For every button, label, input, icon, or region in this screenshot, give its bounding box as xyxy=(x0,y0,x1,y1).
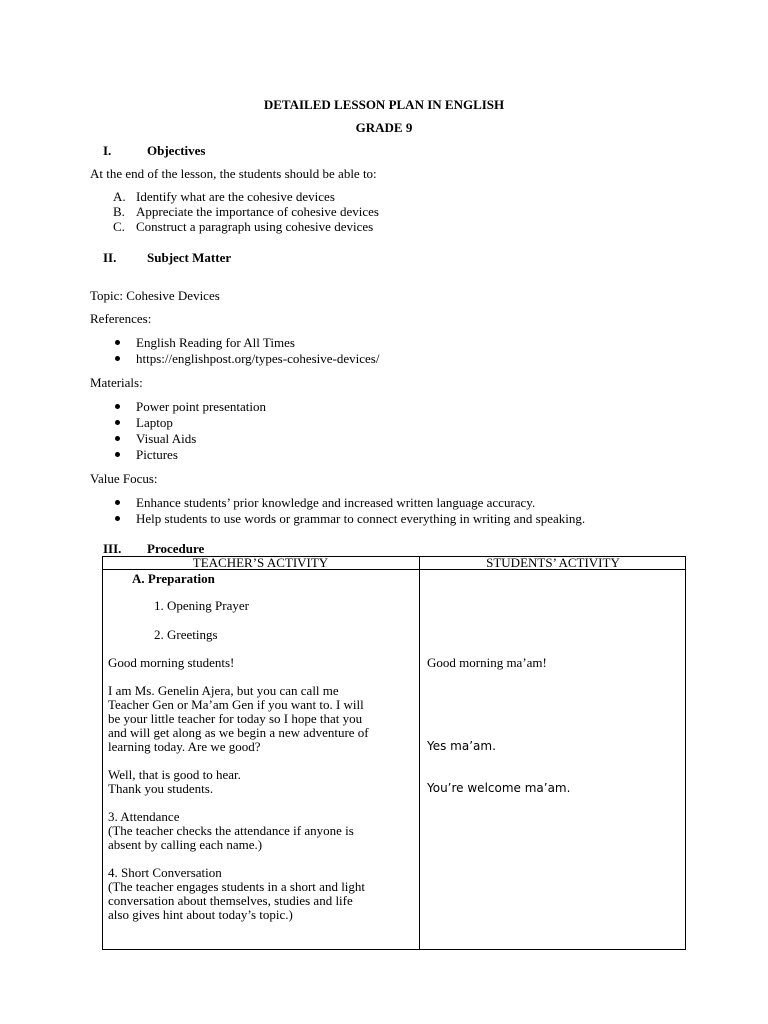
bullet-icon xyxy=(115,452,120,457)
reference-item: English Reading for All Times xyxy=(136,335,295,350)
reference-item: https://englishpost.org/types-cohesive-devices/ xyxy=(136,351,380,366)
bullet-icon xyxy=(115,340,120,345)
section-numeral-subject: II. xyxy=(103,250,117,265)
student-line: You’re welcome ma’am. xyxy=(427,781,571,795)
teacher-activity-header: TEACHER’S ACTIVITY xyxy=(192,555,329,570)
objective-item: Identify what are the cohesive devices xyxy=(136,189,335,204)
material-item: Power point presentation xyxy=(136,399,266,414)
section-numeral-objectives: I. xyxy=(103,143,112,158)
topic-line: Topic: Cohesive Devices xyxy=(90,288,220,303)
objective-letter: B. xyxy=(113,204,125,219)
teacher-line: Teacher Gen or Ma’am Gen if you want to. I will xyxy=(108,697,364,712)
teacher-line: and will get along as we begin a new adventure of xyxy=(108,725,369,740)
grade-label: GRADE 9 xyxy=(355,120,413,135)
material-item: Laptop xyxy=(136,415,173,430)
bullet-icon xyxy=(115,516,120,521)
table-column-divider xyxy=(419,556,420,950)
objective-letter: A. xyxy=(113,189,126,204)
teacher-line: be your little teacher for today so I hope that you xyxy=(108,711,363,726)
bullet-icon xyxy=(115,420,120,425)
student-line: Yes ma’am. xyxy=(427,739,496,753)
teacher-line: (The teacher checks the attendance if anyone is xyxy=(108,823,354,838)
material-item: Visual Aids xyxy=(136,431,197,446)
teacher-line: (The teacher engages students in a short and light xyxy=(108,879,366,894)
section-heading-subject: Subject Matter xyxy=(147,250,232,265)
objective-item: Appreciate the importance of cohesive devices xyxy=(136,204,379,219)
teacher-line: I am Ms. Genelin Ajera, but you can call me xyxy=(108,683,339,698)
procedure-step: 1. Opening Prayer xyxy=(154,598,249,613)
value-focus-item: Help students to use words or grammar to connect everything in writing and speaking. xyxy=(136,511,586,526)
procedure-step: 2. Greetings xyxy=(154,627,218,642)
section-numeral-procedure: III. xyxy=(103,541,122,556)
teacher-line: also gives hint about today’s topic.) xyxy=(108,907,293,922)
teacher-line: learning today. Are we good? xyxy=(108,739,261,754)
document-title: DETAILED LESSON PLAN IN ENGLISH xyxy=(263,97,505,112)
objectives-intro: At the end of the lesson, the students should be able to: xyxy=(90,166,377,181)
objective-letter: C. xyxy=(113,219,125,234)
bullet-icon xyxy=(115,500,120,505)
section-heading-objectives: Objectives xyxy=(147,143,206,158)
teacher-line: 3. Attendance xyxy=(108,809,180,824)
teacher-line: absent by calling each name.) xyxy=(108,837,263,852)
material-item: Pictures xyxy=(136,447,178,462)
teacher-line: 4. Short Conversation xyxy=(108,865,222,880)
section-heading-procedure: Procedure xyxy=(147,541,205,556)
teacher-line: Well, that is good to hear. xyxy=(108,767,241,782)
bullet-icon xyxy=(115,356,120,361)
teacher-line: Good morning students! xyxy=(108,655,235,670)
value-focus-label: Value Focus: xyxy=(90,471,158,486)
materials-label: Materials: xyxy=(90,375,143,390)
references-label: References: xyxy=(90,311,152,326)
teacher-line: Thank you students. xyxy=(108,781,214,796)
students-activity-header: STUDENTS’ ACTIVITY xyxy=(486,555,620,570)
objective-item: Construct a paragraph using cohesive devices xyxy=(136,219,374,234)
value-focus-item: Enhance students’ prior knowledge and increased written language accuracy. xyxy=(136,495,536,510)
student-line: Good morning ma’am! xyxy=(427,655,547,670)
bullet-icon xyxy=(115,404,120,409)
teacher-line: conversation about themselves, studies and life xyxy=(108,893,353,908)
bullet-icon xyxy=(115,436,120,441)
preparation-heading: A. Preparation xyxy=(132,571,215,586)
